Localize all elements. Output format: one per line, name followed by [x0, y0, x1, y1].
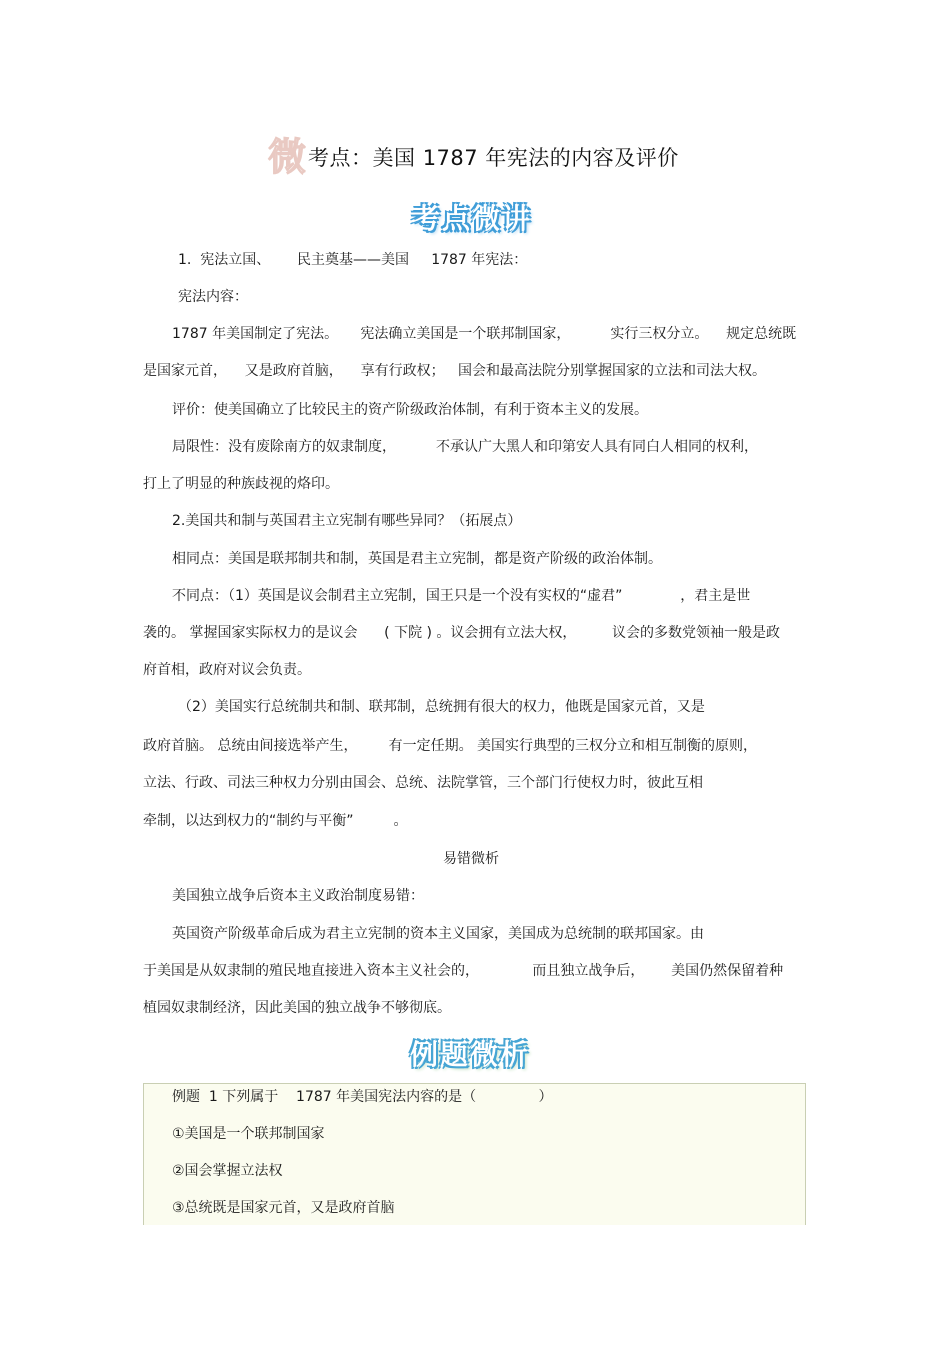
paragraph-line: 立法、行政、司法三种权力分别由国会、总统、法院掌管，三个部门行使权力时，彼此互相	[143, 775, 703, 791]
common-mistakes-heading: 易错微析	[443, 851, 499, 867]
liti-weixi-banner: 例题微析	[409, 1038, 530, 1071]
page-title	[268, 135, 679, 179]
wei-logo-mark: 微	[268, 134, 307, 179]
paragraph-line: 英国资产阶级革命后成为君主立宪制的资本主义国家，美国成为总统制的联邦国家。由	[172, 926, 704, 942]
kaodian-weijiang-banner: 考点微讲	[411, 202, 532, 235]
paragraph-line: 1787 年美国制定了宪法。 宪法确立美国是一个联邦制国家， 实行三权分立。 规定总统既	[172, 326, 797, 342]
paragraph-line: 府首相，政府对议会负责。	[143, 662, 311, 678]
paragraph-line: （2）美国实行总统制共和制、联邦制，总统拥有很大的权力，他既是国家元首，又是	[178, 699, 705, 715]
paragraph-line: 美国独立战争后资本主义政治制度易错：	[172, 888, 424, 904]
similarity-line: 相同点：美国是联邦制共和制，英国是君主立宪制，都是资产阶级的政治体制。	[172, 551, 662, 567]
section-1-heading: 1. 宪法立国、 民主奠基——美国 1787 年宪法：	[178, 252, 528, 268]
limitation-line: 局限性：没有废除南方的奴隶制度， 不承认广大黑人和印第安人具有同白人相同的权利，	[172, 439, 759, 455]
paragraph-line: 牵制，以达到权力的“制约与平衡” 。	[143, 813, 408, 829]
paragraph-line: 袭的。 掌握国家实际权力的是议会 ( 下院 ) 。议会拥有立法大权， 议会的多数党领袖一般是政	[143, 625, 781, 641]
paragraph-line: 植园奴隶制经济，因此美国的独立战争不够彻底。	[143, 1000, 451, 1016]
paragraph-line: 于美国是从奴隶制的殖民地直接进入资本主义社会的， 而且独立战争后， 美国仍然保留着种	[143, 963, 784, 979]
difference-line: 不同点：（1）英国是议会制君主立宪制，国王只是一个没有实权的“虚君” ，君主是世	[172, 588, 751, 604]
section-2-heading: 2.美国共和制与英国君主立宪制有哪些异同？（拓展点）	[172, 513, 522, 529]
constitution-content-label: 宪法内容：	[178, 289, 248, 305]
paragraph-line: 政府首脑。 总统由间接选举产生， 有一定任期。 美国实行典型的三权分立和相互制衡的原则，	[143, 738, 758, 754]
paragraph-line: 打上了明显的种族歧视的烙印。	[143, 476, 339, 492]
evaluation-line: 评价：使美国确立了比较民主的资产阶级政治体制，有利于资本主义的发展。	[172, 402, 648, 418]
example-option: ②国会掌握立法权	[172, 1163, 283, 1179]
paragraph-line: 是国家元首， 又是政府首脑， 享有行政权； 国会和最高法院分别掌握国家的立法和司法大权。	[143, 363, 766, 379]
example-option: ③总统既是国家元首，又是政府首脑	[172, 1200, 395, 1216]
title-text: 考点：美国 1787 年宪法的内容及评价	[308, 146, 679, 170]
example-question: 例题 1 下列属于 1787 年美国宪法内容的是（ ）	[172, 1089, 553, 1105]
example-option: ①美国是一个联邦制国家	[172, 1126, 325, 1142]
